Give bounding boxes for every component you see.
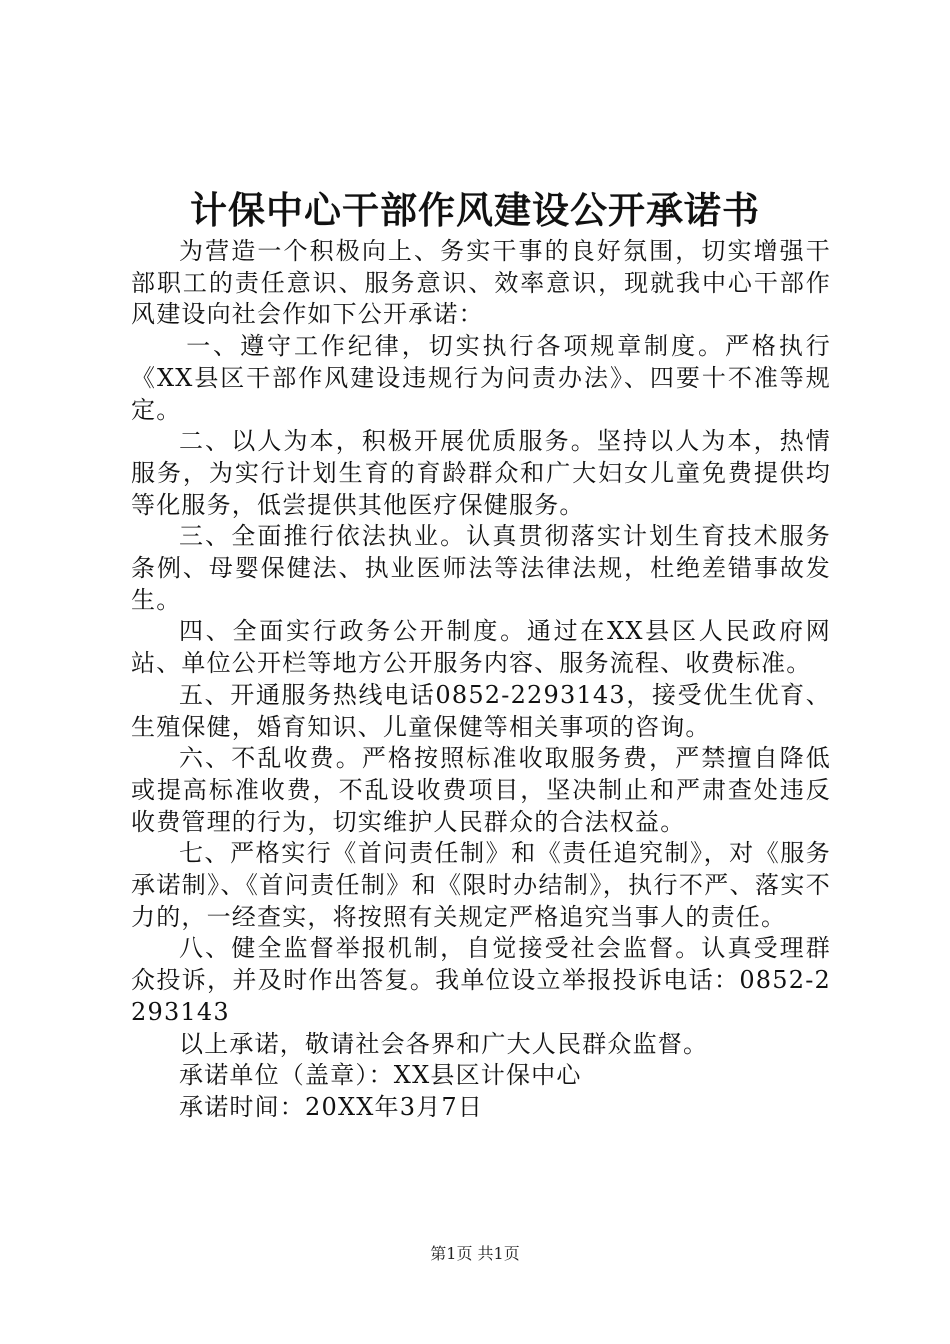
commitment-item-2: 二、以人为本，积极开展优质服务。坚持以人为本，热情服务，为实行计划生育的育龄群众和广大妇女儿童免费提供均等化服务，低尝提供其他医疗保健服务。 xyxy=(131,427,831,519)
commitment-item-8: 八、健全监督举报机制，自觉接受社会监督。认真受理群众投诉，并及时作出答复。我单位设立举报投诉电话：0852-2293143 xyxy=(131,934,831,1026)
intro-paragraph: 为营造一个积极向上、务实干事的良好氛围，切实增强干部职工的责任意识、服务意识、效率意识，现就我中心干部作风建设向社会作如下公开承诺： xyxy=(131,237,831,329)
document-title: 计保中心干部作风建设公开承诺书 xyxy=(190,188,760,232)
commitment-item-7: 七、严格实行《首问责任制》和《责任追究制》，对《服务承诺制》、《首问责任制》和《限时办结制》，执行不严、落实不力的，一经查实，将按照有关规定严格追究当事人的责任。 xyxy=(131,839,831,931)
commitment-item-6: 六、不乱收费。严格按照标准收取服务费，严禁擅自降低或提高标准收费，不乱设收费项目，坚决制止和严肃查处违反收费管理的行为，切实维护人民群众的合法权益。 xyxy=(131,744,831,836)
document-body xyxy=(131,236,831,1124)
commitment-date: 承诺时间：20XX年3月7日 xyxy=(179,1092,484,1121)
commitment-item-1: 一、遵守工作纪律，切实执行各项规章制度。严格执行《XX县区干部作风建设违规行为问责办法》、四要十不准等规定。 xyxy=(131,332,831,424)
page-footer: 第1页 共1页 xyxy=(430,1244,520,1263)
committing-unit: 承诺单位（盖章）：XX县区计保中心 xyxy=(179,1061,582,1090)
commitment-item-4: 四、全面实行政务公开制度。通过在XX县区人民政府网站、单位公开栏等地方公开服务内容、服务流程、收费标准。 xyxy=(131,617,831,678)
commitment-item-5: 五、开通服务热线电话0852-2293143，接受优生优育、生殖保健，婚育知识、儿童保健等相关事项的咨询。 xyxy=(131,680,831,741)
commitment-item-3: 三、全面推行依法执业。认真贯彻落实计划生育技术服务条例、母婴保健法、执业医师法等法律法规，杜绝差错事故发生。 xyxy=(131,522,831,614)
closing-statement: 以上承诺，敬请社会各界和广大人民群众监督。 xyxy=(179,1029,709,1058)
